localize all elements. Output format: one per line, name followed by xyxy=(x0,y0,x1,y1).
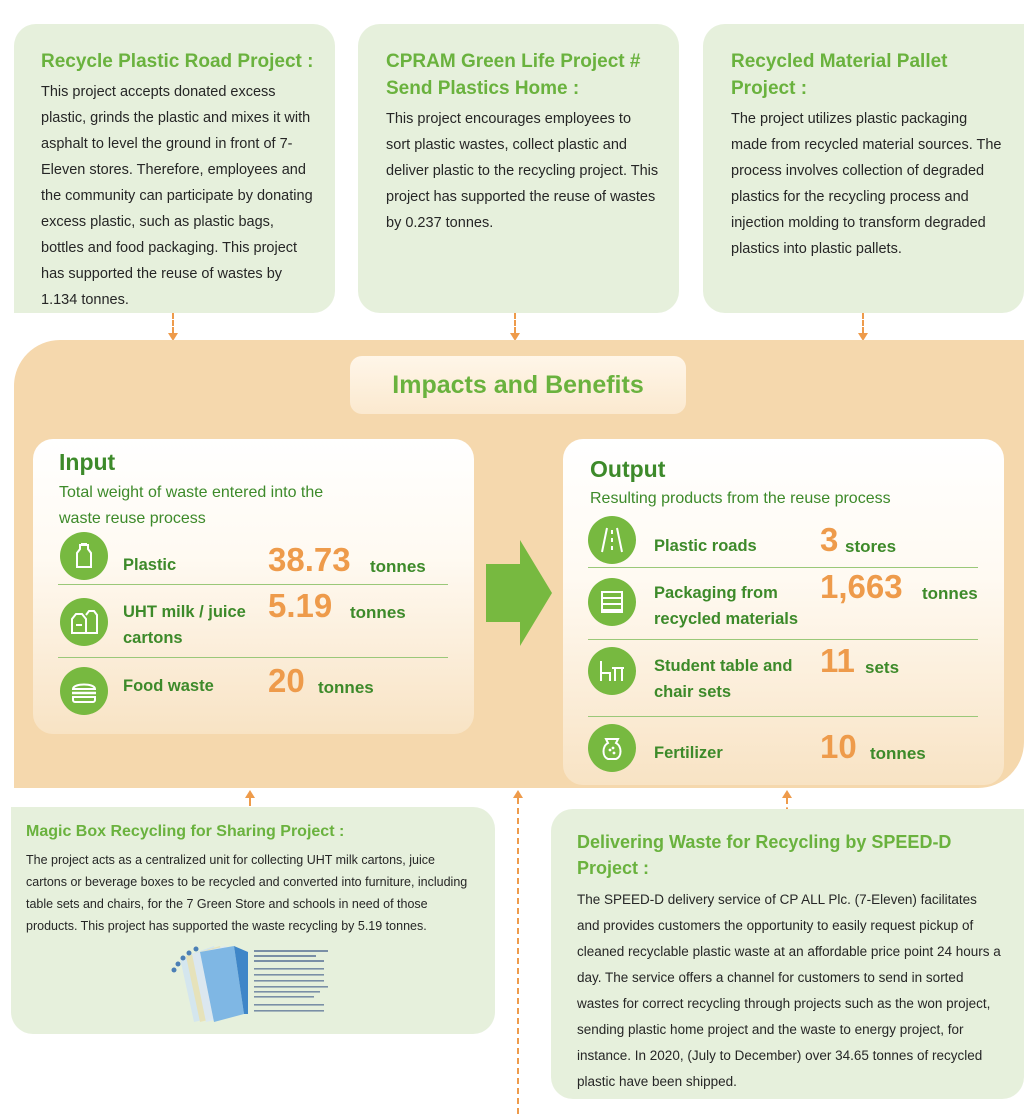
arrow-up-icon xyxy=(245,790,255,798)
output-value: 1,663 xyxy=(820,568,903,605)
output-value: 10 xyxy=(820,728,857,765)
row-divider xyxy=(588,716,978,717)
output-subtitle: Resulting products from the reuse process xyxy=(590,490,891,507)
arrow-up-icon xyxy=(782,790,792,798)
connector-line xyxy=(862,313,864,333)
output-unit: stores xyxy=(845,537,897,556)
project-body: This project accepts donated excess plastic, grinds the plastic and mixes it with asphalt to level the ground in front of 7-Eleven stores. Therefore, employees and the community can participate by donating excess plastic, such as plastic bags, bottles and food packaging. This project has supported the reuse of wastes by 1.134 tonnes. xyxy=(41,84,313,308)
project-card-cpram-green-life xyxy=(358,24,679,313)
project-title: Delivering Waste for Recycling by SPEED-D Project : xyxy=(577,832,952,878)
output-label: Fertilizer xyxy=(654,744,723,762)
output-value: 3 xyxy=(820,521,839,558)
pallet-icon xyxy=(588,578,636,626)
input-value: 5.19 xyxy=(268,587,333,624)
input-label: Food waste xyxy=(123,677,214,695)
carton-layers-illustration xyxy=(168,944,338,1024)
table-chair-icon xyxy=(588,647,636,695)
impact-title: Impacts and Benefits xyxy=(350,356,686,414)
input-label: Plastic xyxy=(123,556,177,574)
project-body: This project encourages employees to sort plastic wastes, collect plastic and deliver plastic to the recycling project. This project has supported the reuse of wastes by 0.237 tonnes. xyxy=(386,111,659,231)
connector-line xyxy=(517,798,519,1114)
input-value: 20 xyxy=(268,662,305,699)
plastic-bottle-icon xyxy=(60,532,108,580)
arrow-up-icon xyxy=(513,790,523,798)
output-value: 11 xyxy=(820,642,855,679)
connector-line xyxy=(514,313,516,333)
project-title: CPRAM Green Life Project # Send Plastics Home : xyxy=(386,51,641,99)
output-heading: Output xyxy=(590,456,666,482)
output-label: Packaging from recycled materials xyxy=(654,584,799,628)
row-divider xyxy=(58,584,448,585)
row-divider xyxy=(58,657,448,658)
project-card-pallet xyxy=(703,24,1024,313)
output-label: Plastic roads xyxy=(654,537,757,555)
input-label: UHT milk / juice cartons xyxy=(123,603,246,647)
fertilizer-sack-icon xyxy=(588,724,636,772)
project-body: The project acts as a centralized unit for collecting UHT milk cartons, juice cartons or beverage boxes to be recycled and converted into furniture, including table sets and chairs, for the 7 Green Store and schools in need of those products. This project has supported the waste recycling by 5.19 tonnes. xyxy=(26,853,468,933)
project-body: The SPEED-D delivery service of CP ALL Plc. (7-Eleven) facilitates and provides customers the opportunity to easily request pickup of cleaned recyclable plastic waste at an affordable price point 24 hours a day. The service offers a channel for customers to send in sorted wastes for correct recycling through projects such as the won project, sending plastic home project and the waste to energy project, for instance. In 2020, (July to December) over 34.65 tonnes of recycled plastic have been shipped. xyxy=(577,892,1001,1089)
input-unit: tonnes xyxy=(370,557,426,576)
input-unit: tonnes xyxy=(350,603,406,622)
output-label: Student table and chair sets xyxy=(654,657,793,701)
output-unit: tonnes xyxy=(922,584,978,603)
input-value: 38.73 xyxy=(268,541,351,578)
project-title: Recycled Material Pallet Project : xyxy=(731,51,948,99)
input-heading: Input xyxy=(59,449,116,475)
arrow-right-icon xyxy=(486,540,552,646)
project-title: Recycle Plastic Road Project : xyxy=(41,51,314,72)
project-body: The project utilizes plastic packaging made from recycled material sources. The process involves collection of degraded plastics for the recycling process and injection molding to transform degraded plastics into plastic pallets. xyxy=(731,111,1002,257)
road-icon xyxy=(588,516,636,564)
input-subtitle: Total weight of waste entered into the waste reuse process xyxy=(59,484,324,527)
connector-line xyxy=(172,313,174,333)
milk-carton-icon xyxy=(60,598,108,646)
burger-icon xyxy=(60,667,108,715)
project-card-plastic-road xyxy=(14,24,335,313)
project-card-speed-d xyxy=(551,809,1024,1099)
project-title: Magic Box Recycling for Sharing Project : xyxy=(26,823,345,840)
output-unit: tonnes xyxy=(870,744,926,763)
row-divider xyxy=(588,639,978,640)
output-unit: sets xyxy=(865,658,900,677)
input-unit: tonnes xyxy=(318,678,374,697)
connector-line xyxy=(249,798,251,806)
row-divider xyxy=(588,567,978,568)
